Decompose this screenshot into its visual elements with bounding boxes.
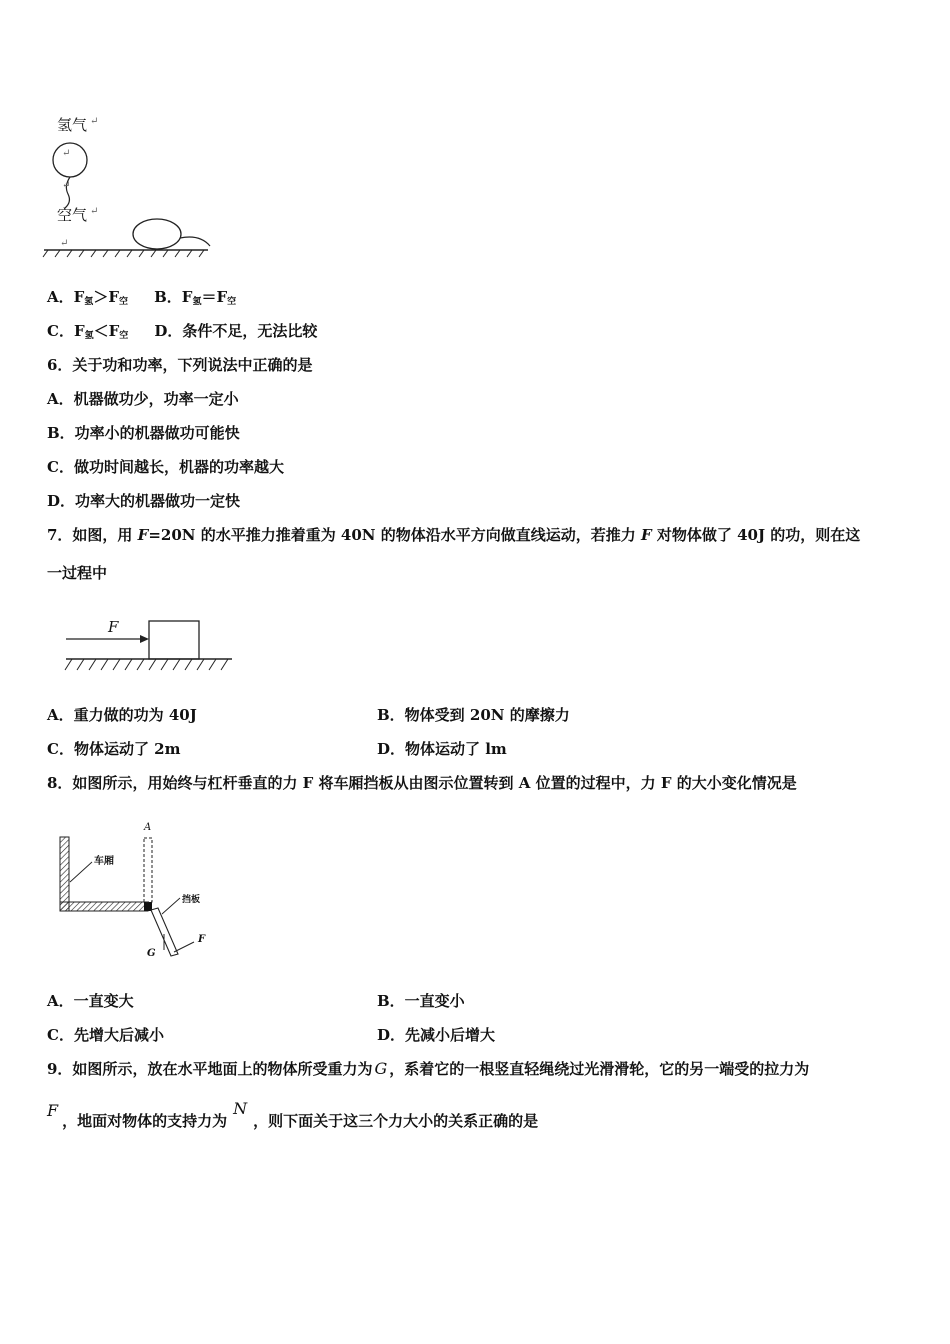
label-board: 挡板: [182, 895, 201, 905]
cart-lever-figure: [52, 822, 222, 964]
force-label: F: [108, 618, 119, 636]
push-block-drawing: [60, 612, 235, 678]
label-g: G: [147, 948, 156, 959]
q7-option-d[interactable]: D．物体运动了 lm: [377, 740, 507, 758]
q5-option-a[interactable]: A．$F_氢>F_空$: [47, 288, 128, 307]
q8-option-d[interactable]: D．先减小后增大: [377, 1026, 496, 1044]
q8-option-b[interactable]: B．一直变小: [377, 992, 465, 1010]
symbol-f: F: [47, 1101, 59, 1120]
q8-stem: 8．如图所示，用始终与杠杆垂直的力 F 将车厢挡板从由图示位置转到 A 位置的过程中，力 F 的大小变化情况是: [47, 774, 797, 792]
paragraph-mark: ↵: [62, 148, 71, 159]
q5-option-b[interactable]: B．$F_氢=F_空$: [154, 288, 237, 307]
paragraph-mark: ↵: [90, 206, 99, 217]
q5-option-c[interactable]: C．$F_氢<F_空$: [47, 322, 129, 341]
paragraph-mark: ↵: [62, 180, 71, 191]
paragraph-mark: ↵: [90, 116, 99, 127]
q7-stem: 7．如图，用 F=20N 的水平推力推着重为 40N 的物体沿水平方向做直线运动，若推力 F 对物体做了 40J 的功，则在这: [47, 526, 861, 544]
q7-stem-line2: 一过程中: [47, 564, 108, 582]
q6-option-b[interactable]: B．功率小的机器做功可能快: [47, 424, 240, 442]
air-label: 空气: [57, 206, 88, 224]
symbol-n: N: [233, 1099, 248, 1118]
symbol-g: G: [374, 1059, 388, 1078]
q7-option-c[interactable]: C．物体运动了 2m: [47, 740, 181, 758]
q8-option-a[interactable]: A．一直变大: [47, 992, 134, 1010]
q9-stem-line2: F，地面对物体的支持力为N，则下面关于这三个力大小的关系正确的是: [47, 1099, 539, 1130]
q6-stem: 6．关于功和功率，下列说法中正确的是: [47, 356, 313, 374]
q6-option-d[interactable]: D．功率大的机器做功一定快: [47, 492, 241, 510]
hydrogen-label: 氢气: [57, 116, 88, 134]
q5-options-row2: [47, 320, 317, 341]
q6-option-c[interactable]: C．做功时间越长，机器的功率越大: [47, 458, 284, 476]
push-block-figure: [60, 612, 235, 678]
q6-option-a[interactable]: A．机器做功少，功率一定小: [47, 390, 239, 408]
paragraph-mark: ↵: [60, 238, 69, 249]
balloon-figure: [40, 108, 220, 260]
q9-stem: 9．如图所示，放在水平地面上的物体所受重力为 G ，系着它的一根竖直轻绳绕过光滑滑轮，它的另一端受的拉力为: [47, 1059, 810, 1078]
q5-option-d[interactable]: D．条件不足，无法比较: [154, 322, 318, 340]
label-cart: 车厢: [94, 856, 114, 867]
q7-option-a[interactable]: A．重力做的功为 40J: [47, 706, 197, 724]
label-f: F: [198, 934, 206, 945]
label-a: A: [144, 822, 152, 833]
q7-option-b[interactable]: B．物体受到 20N 的摩擦力: [377, 706, 570, 724]
q8-option-c[interactable]: C．先增大后减小: [47, 1026, 164, 1044]
q5-options-row1: [47, 286, 236, 307]
